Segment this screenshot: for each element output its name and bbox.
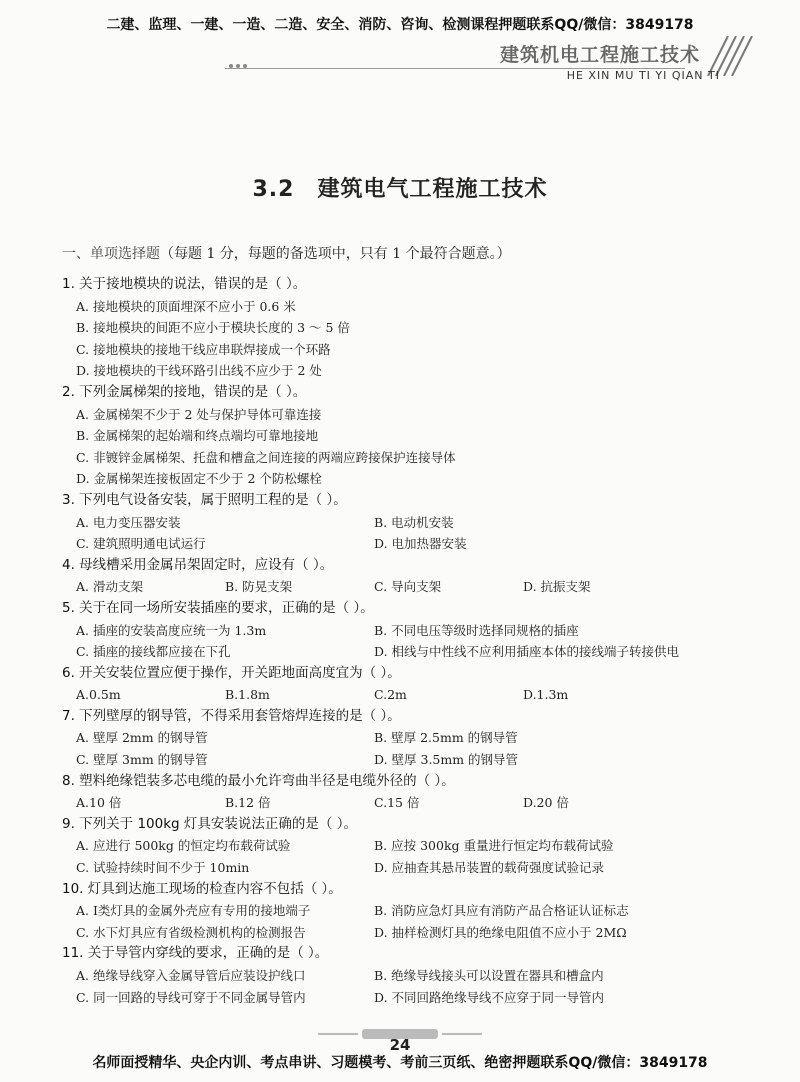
question (62, 879, 752, 944)
option-d: D.20 倍 (523, 795, 569, 811)
option-c: C. 同一回路的导线可穿于不同金属导管内 (76, 989, 306, 1005)
page-number: 24 (389, 1036, 411, 1054)
question (62, 706, 752, 771)
option-a: A.10 倍 (76, 795, 122, 811)
question (62, 943, 752, 1008)
question-stem: 8. 塑料绝缘铠装多芯电缆的最小允许弯曲半径是电缆外径的（ ）。 (62, 772, 455, 789)
option-d: D. 抽样检测灯具的绝缘电阻值不应小于 2MΩ (374, 924, 627, 940)
running-head-title: 建筑机电工程施工技术 (499, 44, 700, 66)
option-d: D. 接地模块的干线环路引出线不应少于 2 处 (76, 363, 322, 379)
option-b: B. 接地模块的间距不应小于模块长度的 3 ～ 5 倍 (76, 320, 350, 336)
question (62, 598, 752, 663)
question (62, 771, 752, 814)
option-c: C. 导向支架 (374, 579, 442, 595)
option-b: B. 电动机安装 (374, 514, 454, 530)
question (62, 490, 752, 555)
section-title: 3.2 建筑电气工程施工技术 (252, 177, 548, 202)
question-stem: 1. 关于接地模块的说法，错误的是（ ）。 (62, 276, 307, 292)
question (62, 555, 752, 598)
option-d: D. 抗振支架 (523, 579, 591, 595)
option-b: B.12 倍 (225, 795, 271, 811)
option-c: C.2m (374, 687, 407, 703)
question (62, 382, 752, 490)
question-stem: 3. 下列电气设备安装，属于照明工程的是（ ）。 (62, 491, 347, 508)
option-a: A. 壁厚 2mm 的钢导管 (76, 730, 208, 746)
option-d: D. 相线与中性线不应利用插座本体的接线端子转接供电 (374, 644, 680, 660)
question-stem: 2. 下列金属梯架的接地，错误的是（ ）。 (62, 383, 307, 400)
option-c: C. 非镀锌金属梯架、托盘和槽盒之间连接的两端应跨接保护连接导体 (76, 449, 456, 465)
option-b: B. 金属梯架的起始端和终点端均可靠地接地 (76, 428, 319, 444)
header-rule (225, 68, 685, 69)
option-a: A. 绝缘导线穿入金属导管后应装设护线口 (76, 968, 306, 983)
question (62, 663, 752, 706)
part-heading (62, 243, 511, 263)
option-a: A. 金属梯架不少于 2 处与保护导体可靠连接 (76, 406, 322, 422)
option-c: C.15 倍 (374, 795, 420, 811)
question (62, 274, 752, 382)
bottom-banner: 名师面授精华、央企内训、考点串讲、习题模考、考前三页纸、绝密押题联系QQ/微信：3849178 (92, 1055, 708, 1071)
running-head-pinyin: HE XIN MU TI YI QIAN TI (566, 69, 720, 82)
option-d: D. 壁厚 3.5mm 的钢导管 (374, 752, 519, 768)
option-b: B.1.8m (225, 687, 270, 703)
option-a: A. 插座的安装高度应统一为 1.3m (76, 622, 267, 638)
option-c: C. 接地模块的接地干线应串联焊接成一个环路 (76, 341, 331, 357)
option-b: B. 绝缘导线接头可以设置在器具和槽盒内 (374, 968, 604, 983)
option-c: C. 壁厚 3mm 的钢导管 (76, 752, 208, 768)
question-stem: 11. 关于导管内穿线的要求，正确的是（ ）。 (62, 945, 329, 962)
option-b: B. 不同电压等级时选择同规格的插座 (374, 622, 579, 638)
option-b: B. 壁厚 2.5mm 的钢导管 (374, 730, 518, 746)
question-list (62, 274, 752, 1008)
part-note: （每题 1 分，每题的备选项中，只有 1 个最符合题意。） (160, 246, 511, 262)
header-dots-decoration (228, 63, 258, 69)
option-d: D. 电加热器安装 (374, 536, 467, 552)
question-stem: 4. 母线槽采用金属吊架固定时，应设有（ ）。 (62, 556, 334, 573)
option-a: A. 应进行 500kg 的恒定均布载荷试验 (76, 838, 291, 854)
option-a: A.0.5m (76, 687, 121, 703)
question-stem: 5. 关于在同一场所安装插座的要求，正确的是（ ）。 (62, 599, 374, 616)
part-label: 一、单项选择题 (62, 246, 160, 262)
top-banner: 二建、监理、一建、一造、二造、安全、消防、咨询、检测课程押题联系QQ/微信：3849178 (106, 17, 694, 33)
option-a: A. Ⅰ类灯具的金属外壳应有专用的接地端子 (76, 903, 311, 919)
option-b: B. 消防应急灯具应有消防产品合格证认证标志 (374, 903, 629, 919)
option-c: C. 水下灯具应有省级检测机构的检测报告 (76, 924, 306, 940)
option-c: C. 插座的接线都应接在下孔 (76, 644, 231, 660)
option-a: A. 接地模块的顶面埋深不应小于 0.6 米 (76, 298, 296, 314)
question-stem: 7. 下列壁厚的钢导管，不得采用套管熔焊连接的是（ ）。 (62, 707, 401, 724)
option-c: C. 建筑照明通电试运行 (76, 536, 206, 552)
option-d: D. 应抽查其悬吊装置的载荷强度试验记录 (374, 860, 605, 876)
option-b: B. 应按 300kg 重量进行恒定均布载荷试验 (374, 838, 614, 854)
running-head (500, 40, 760, 82)
question-stem: 10. 灯具到达施工现场的检查内容不包括（ ）。 (62, 880, 342, 897)
option-a: A. 电力变压器安装 (76, 514, 181, 530)
question (62, 814, 752, 879)
option-c: C. 试验持续时间不少于 10min (76, 860, 250, 876)
option-b: B. 防晃支架 (225, 579, 293, 595)
option-d: D. 不同回路绝缘导线不应穿于同一导管内 (374, 989, 605, 1005)
option-a: A. 滑动支架 (76, 579, 143, 595)
question-stem: 6. 开关安装位置应便于操作，开关距地面高度宜为（ ）。 (62, 664, 401, 681)
question-stem: 9. 下列关于 100kg 灯具安装说法正确的是（ ）。 (62, 815, 357, 832)
option-d: D. 金属梯架连接板固定不少于 2 个防松螺栓 (76, 471, 322, 487)
option-d: D.1.3m (523, 687, 569, 703)
